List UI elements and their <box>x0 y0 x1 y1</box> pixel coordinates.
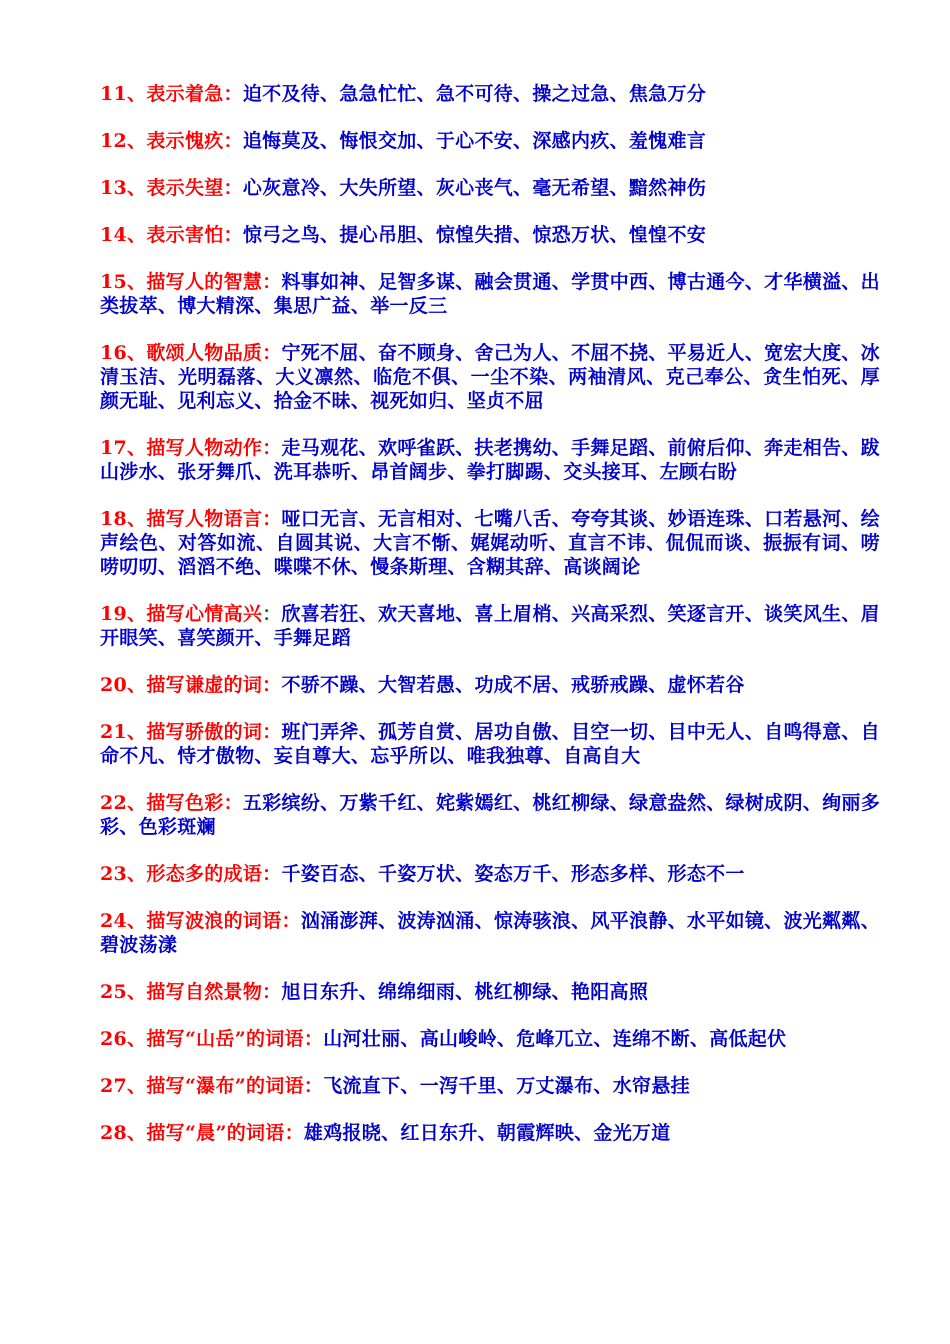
entry-label: 18、描写人物语言： <box>100 508 282 530</box>
entry-text: 雄鸡报晓、红日东升、朝霞辉映、金光万道 <box>303 1122 671 1144</box>
entry-text: 山河壮丽、高山峻岭、危峰兀立、连绵不断、高低起伏 <box>323 1028 787 1050</box>
entry-text: 走马观花、欢呼雀跃、扶老携幼、手舞足蹈、前俯后仰、奔走相告、跋山涉水、张牙舞爪、洗耳恭听、昂首阔步、拳打脚踢、交头接耳、左顾右盼 <box>100 437 880 483</box>
entry-23 <box>100 862 880 886</box>
entry-text: 旭日东升、绵绵细雨、桃红柳绿、艳阳高照 <box>281 981 649 1003</box>
entry-label: 20、描写谦虚的词： <box>100 674 282 696</box>
entry-24 <box>100 909 880 957</box>
entry-22 <box>100 791 880 839</box>
entry-text: 汹涌澎湃、波涛汹涌、惊涛骇浪、风平浪静、水平如镜、波光粼粼、碧波荡漾 <box>100 910 880 956</box>
entry-label: 22、描写色彩： <box>100 792 243 814</box>
entry-17 <box>100 436 880 484</box>
entry-18 <box>100 507 880 579</box>
entry-15 <box>100 270 880 318</box>
entry-text: 哑口无言、无言相对、七嘴八舌、夸夸其谈、妙语连珠、口若悬河、绘声绘色、对答如流、自圆其说、大言不惭、娓娓动听、直言不讳、侃侃而谈、振振有词、唠唠叨叨、滔滔不绝、喋喋不休、慢条斯理、含糊其辞、高谈阔论 <box>100 508 880 578</box>
entry-text: 心灰意冷、大失所望、灰心丧气、毫无希望、黯然神伤 <box>242 177 707 199</box>
entry-text: 不骄不躁、大智若愚、功成不居、戒骄戒躁、虚怀若谷 <box>281 674 745 696</box>
entry-label: 16、歌颂人物品质： <box>100 342 282 364</box>
entry-text: 料事如神、足智多谋、融会贯通、学贯中西、博古通今、才华横溢、出类拔萃、博大精深、集思广益、举一反三 <box>100 271 880 317</box>
entry-21 <box>100 720 880 768</box>
entry-label: 27、描写“瀑布”的词语： <box>100 1075 324 1097</box>
entry-19 <box>100 602 880 650</box>
entry-label: 17、描写人物动作： <box>100 437 282 459</box>
entry-12 <box>100 129 880 153</box>
entry-label: 24、描写波浪的词语： <box>100 910 301 932</box>
entry-label: 28、描写“晨”的词语： <box>100 1122 304 1144</box>
entry-text: 班门弄斧、孤芳自赏、居功自傲、目空一切、目中无人、自鸣得意、自命不凡、恃才傲物、妄自尊大、忘乎所以、唯我独尊、自高自大 <box>100 721 880 767</box>
entry-26 <box>100 1027 880 1051</box>
entry-label: 25、描写自然景物： <box>100 981 282 1003</box>
entry-label: 11、表示着急： <box>100 83 243 105</box>
entry-text: 宁死不屈、奋不顾身、舍己为人、不屈不挠、平易近人、宽宏大度、冰清玉洁、光明磊落、大义凛然、临危不俱、一尘不染、两袖清风、克己奉公、贪生怕死、厚颜无耻、见利忘义、拾金不昧、视死如归、坚贞不屈 <box>100 342 880 412</box>
entry-text: 飞流直下、一泻千里、万丈瀑布、水帘悬挂 <box>323 1075 690 1097</box>
entry-28 <box>100 1121 880 1145</box>
entry-text: 千姿百态、千姿万状、姿态万千、形态多样、形态不一 <box>281 863 745 885</box>
entry-label: 23、形态多的成语： <box>100 863 282 885</box>
entry-20 <box>100 673 880 697</box>
entry-label: 12、表示愧疚： <box>100 130 243 152</box>
entry-label: 15、描写人的智慧： <box>100 271 282 293</box>
entry-text: 追悔莫及、悔恨交加、于心不安、深感内疚、羞愧难言 <box>242 130 707 152</box>
entry-16 <box>100 341 880 413</box>
entry-text: 五彩缤纷、万紫千红、姹紫嫣红、桃红柳绿、绿意盎然、绿树成阴、绚丽多彩、色彩斑斓 <box>100 792 880 838</box>
entry-text: 迫不及待、急急忙忙、急不可待、操之过急、焦急万分 <box>242 83 707 105</box>
entry-label: 13、表示失望： <box>100 177 243 199</box>
entry-text: 惊弓之鸟、提心吊胆、惊惶失措、惊恐万状、惶惶不安 <box>242 224 707 246</box>
entry-label: 19、描写心情高兴 <box>100 603 263 625</box>
entry-14 <box>100 223 880 247</box>
entry-label: 26、描写“山岳”的词语： <box>100 1028 324 1050</box>
entry-label: 14、表示害怕： <box>100 224 243 246</box>
idiom-list <box>100 82 880 1145</box>
entry-25 <box>100 980 880 1004</box>
entry-label: 21、描写骄傲的词： <box>100 721 282 743</box>
entry-label-colon: ： <box>262 603 282 625</box>
entry-11 <box>100 82 880 106</box>
entry-27 <box>100 1074 880 1098</box>
entry-13 <box>100 176 880 200</box>
entry-text: 欣喜若狂、欢天喜地、喜上眉梢、兴高采烈、笑逐言开、谈笑风生、眉开眼笑、喜笑颜开、手舞足蹈 <box>100 603 880 649</box>
